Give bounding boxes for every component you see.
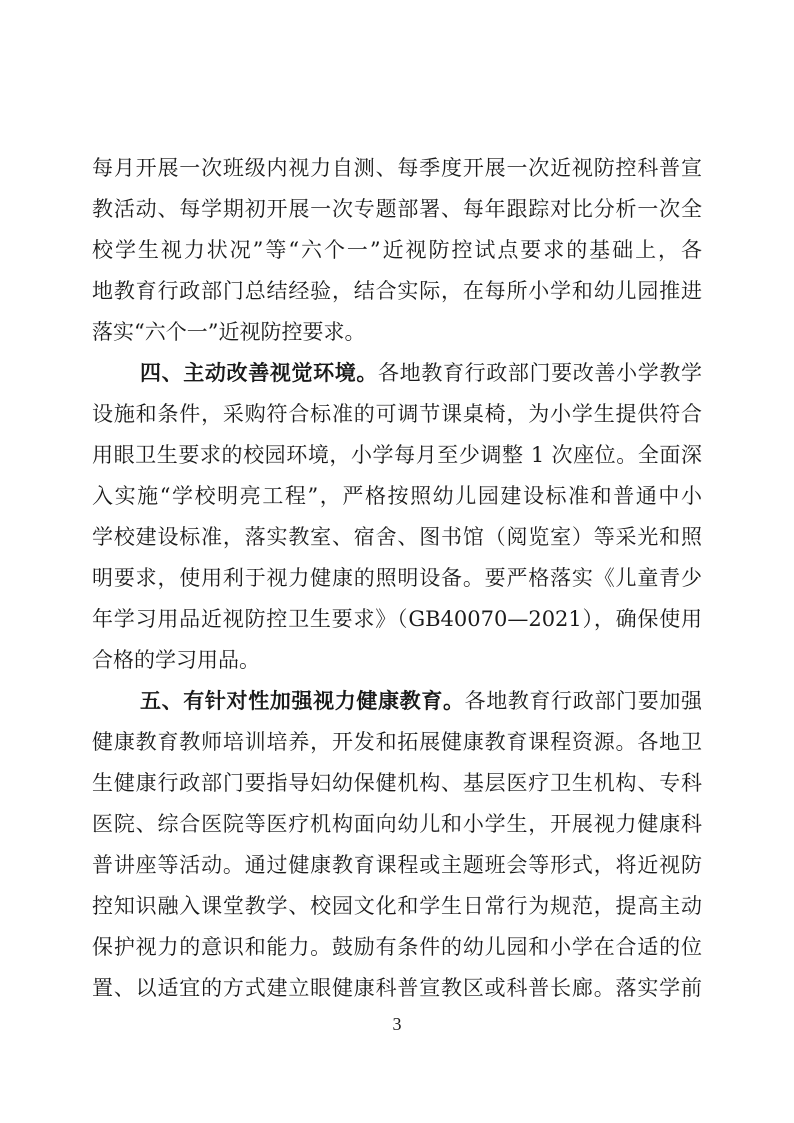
section-5-first-line <box>140 681 702 721</box>
paragraph-line: 生健康行政部门要指导妇幼保健机构、基层医疗卫生机构、专科 <box>92 771 702 795</box>
paragraph-line: 健康教育教师培训培养，开发和拓展健康教育课程资源。各地卫 <box>92 730 702 754</box>
paragraph-line: 校学生视力状况”等“六个一”近视防控试点要求的基础上，各 <box>92 238 702 262</box>
section-4-first-line <box>140 353 702 393</box>
paragraph-line: 地教育行政部门总结经验，结合实际，在每所小学和幼儿园推进 <box>92 279 702 303</box>
section-5-heading: 五、有针对性加强视力健康教育。 <box>140 689 465 713</box>
paragraph-line: 入实施“学校明亮工程”，严格按照幼儿园建设标准和普通中小 <box>92 484 702 508</box>
paragraph-line: 教活动、每学期初开展一次专题部署、每年跟踪对比分析一次全 <box>92 197 702 221</box>
paragraph-line: 合格的学习用品。 <box>92 648 260 672</box>
page-number: 3 <box>392 1014 402 1034</box>
paragraph-line: 落实“六个一”近视防控要求。 <box>92 320 366 344</box>
paragraph-line: 医院、综合医院等医疗机构面向幼儿和小学生，开展视力健康科 <box>92 812 702 836</box>
paragraph-line: 置、以适宜的方式建立眼健康科普宣教区或科普长廊。落实学前 <box>92 976 702 1000</box>
paragraph-line: 保护视力的意识和能力。鼓励有条件的幼儿园和小学在合适的位 <box>92 935 702 959</box>
paragraph-line: 每月开展一次班级内视力自测、每季度开展一次近视防控科普宣 <box>92 156 702 180</box>
section-4-text: 各地教育行政部门要改善小学教学 <box>378 361 703 385</box>
paragraph-line: 控知识融入课堂教学、校园文化和学生日常行为规范，提高主动 <box>92 894 702 918</box>
paragraph-line: 用眼卫生要求的校园环境，小学每月至少调整 1 次座位。全面深 <box>92 443 702 467</box>
paragraph-line: 明要求，使用利于视力健康的照明设备。要严格落实《儿童青少 <box>92 566 702 590</box>
paragraph-line: 普讲座等活动。通过健康教育课程或主题班会等形式，将近视防 <box>92 853 702 877</box>
paragraph-line: 设施和条件，采购符合标准的可调节课桌椅，为小学生提供符合 <box>92 402 702 426</box>
paragraph-line: 年学习用品近视防控卫生要求》（GB40070—2021），确保使用 <box>92 607 702 631</box>
section-4-heading: 四、主动改善视觉环境。 <box>140 361 379 385</box>
section-5-text: 各地教育行政部门要加强 <box>464 689 703 713</box>
paragraph-line: 学校建设标准，落实教室、宿舍、图书馆（阅览室）等采光和照 <box>92 525 702 549</box>
